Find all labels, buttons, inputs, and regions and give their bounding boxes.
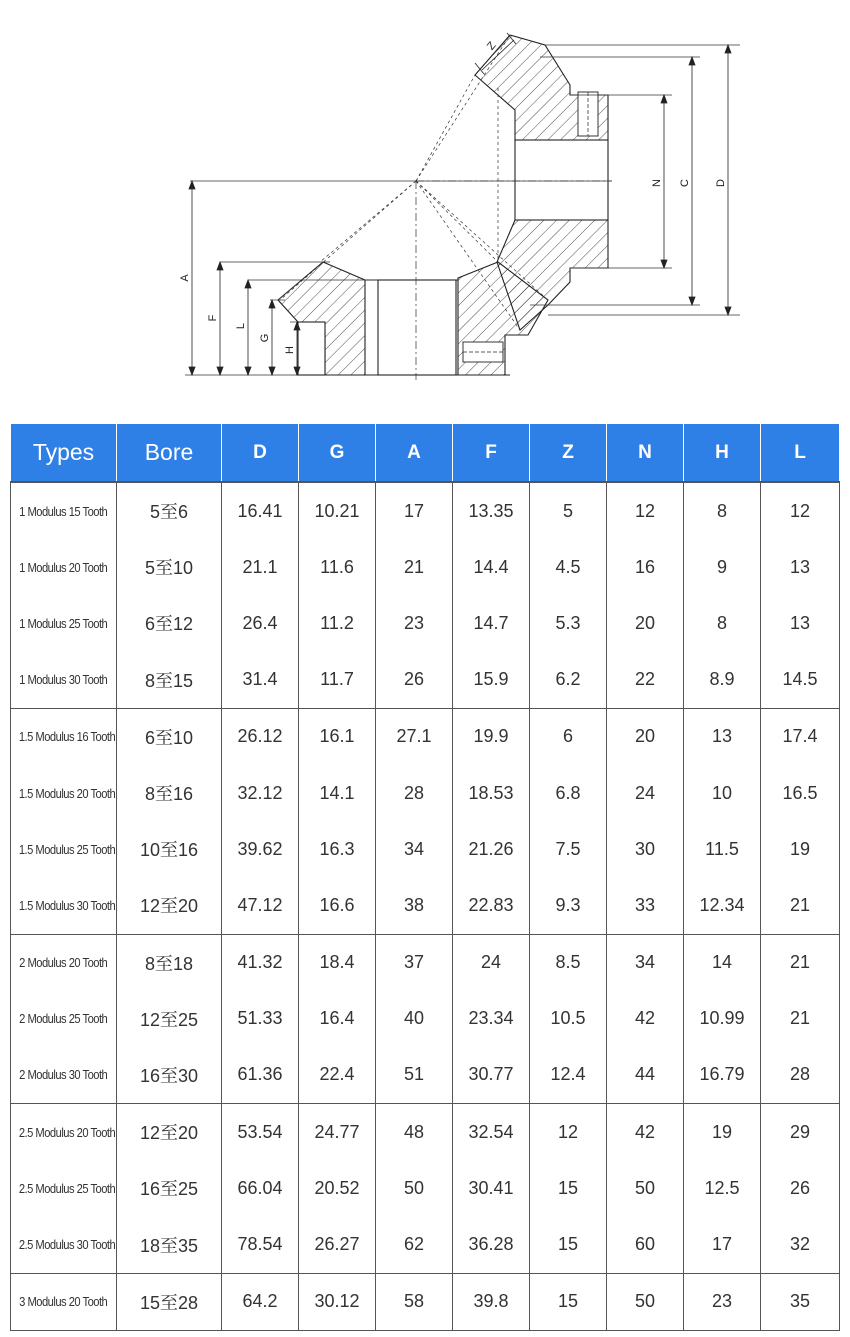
cell-n: 20 <box>607 595 684 651</box>
cell-a: 21 <box>376 539 453 595</box>
cell-d: 39.62 <box>222 821 299 877</box>
cell-f: 39.8 <box>453 1273 530 1330</box>
cell-h: 17 <box>684 1216 761 1273</box>
cell-type <box>11 877 117 934</box>
cell-n: 34 <box>607 934 684 991</box>
cell-h: 19 <box>684 1104 761 1161</box>
cell-h: 8 <box>684 482 761 539</box>
cell-h: 8 <box>684 595 761 651</box>
cell-n: 12 <box>607 482 684 539</box>
cell-g: 10.21 <box>299 482 376 539</box>
cell-h: 12.5 <box>684 1160 761 1216</box>
cell-l: 21 <box>761 991 840 1047</box>
cell-d: 16.41 <box>222 482 299 539</box>
cell-h: 10.99 <box>684 991 761 1047</box>
cell-l: 35 <box>761 1273 840 1330</box>
table-row <box>11 482 840 539</box>
cell-l: 19 <box>761 821 840 877</box>
cell-type <box>11 1160 117 1216</box>
cell-type <box>11 1216 117 1273</box>
type-label: 1 Modulus 30 Tooth <box>19 672 108 688</box>
cell-d: 21.1 <box>222 539 299 595</box>
cell-n: 44 <box>607 1047 684 1104</box>
type-label: 1.5 Modulus 16 Tooth <box>18 729 116 745</box>
cell-bore: 16至30 <box>117 1047 222 1104</box>
cell-bore: 5至6 <box>117 482 222 539</box>
cell-a: 40 <box>376 991 453 1047</box>
cell-h: 8.9 <box>684 652 761 709</box>
header-g: G <box>299 424 376 483</box>
cell-g: 11.2 <box>299 595 376 651</box>
cell-a: 58 <box>376 1273 453 1330</box>
cell-n: 60 <box>607 1216 684 1273</box>
cell-d: 78.54 <box>222 1216 299 1273</box>
cell-bore: 18至35 <box>117 1216 222 1273</box>
cell-type <box>11 991 117 1047</box>
cell-f: 18.53 <box>453 765 530 821</box>
cell-type <box>11 595 117 651</box>
cell-h: 23 <box>684 1273 761 1330</box>
cell-g: 11.7 <box>299 652 376 709</box>
cell-l: 26 <box>761 1160 840 1216</box>
cell-f: 22.83 <box>453 877 530 934</box>
dim-label-h: H <box>284 346 296 354</box>
cell-z: 4.5 <box>530 539 607 595</box>
table-row <box>11 1047 840 1104</box>
header-types: Types <box>11 424 117 483</box>
cell-f: 13.35 <box>453 482 530 539</box>
cell-l: 17.4 <box>761 708 840 765</box>
cell-h: 13 <box>684 708 761 765</box>
cell-bore: 8至16 <box>117 765 222 821</box>
cell-z: 15 <box>530 1273 607 1330</box>
table-row <box>11 1104 840 1161</box>
type-label: 2.5 Modulus 20 Tooth <box>18 1124 116 1140</box>
header-f: F <box>453 424 530 483</box>
table-row <box>11 1273 840 1330</box>
cell-bore: 16至25 <box>117 1160 222 1216</box>
type-label: 2 Modulus 25 Tooth <box>19 1011 108 1027</box>
cell-d: 53.54 <box>222 1104 299 1161</box>
header-d: D <box>222 424 299 483</box>
dim-label-g: G <box>259 333 271 343</box>
type-label: 2 Modulus 30 Tooth <box>19 1067 108 1083</box>
table-body <box>11 482 840 1330</box>
cell-n: 16 <box>607 539 684 595</box>
table-row <box>11 765 840 821</box>
dim-label-n: N <box>651 179 663 187</box>
cell-f: 19.9 <box>453 708 530 765</box>
type-label: 1.5 Modulus 30 Tooth <box>18 897 116 913</box>
table-row <box>11 708 840 765</box>
type-label: 1.5 Modulus 20 Tooth <box>18 785 116 801</box>
cell-g: 20.52 <box>299 1160 376 1216</box>
dim-label-a: A <box>179 274 191 282</box>
type-label: 2 Modulus 20 Tooth <box>19 955 108 971</box>
cell-l: 28 <box>761 1047 840 1104</box>
header-l: L <box>761 424 840 483</box>
cell-d: 31.4 <box>222 652 299 709</box>
cell-d: 41.32 <box>222 934 299 991</box>
cell-l: 29 <box>761 1104 840 1161</box>
cell-bore: 6至10 <box>117 708 222 765</box>
type-label: 1 Modulus 20 Tooth <box>19 559 108 575</box>
cell-z: 6.2 <box>530 652 607 709</box>
cell-bore: 5至10 <box>117 539 222 595</box>
header-bore: Bore <box>117 424 222 483</box>
cell-d: 47.12 <box>222 877 299 934</box>
cell-z: 6.8 <box>530 765 607 821</box>
header-n: N <box>607 424 684 483</box>
cell-n: 24 <box>607 765 684 821</box>
table-row <box>11 652 840 709</box>
cell-z: 12.4 <box>530 1047 607 1104</box>
dim-label-d: D <box>715 179 727 187</box>
cell-h: 11.5 <box>684 821 761 877</box>
cell-type <box>11 652 117 709</box>
spec-table <box>10 423 840 1331</box>
cell-g: 14.1 <box>299 765 376 821</box>
cell-h: 16.79 <box>684 1047 761 1104</box>
cell-n: 30 <box>607 821 684 877</box>
table-row <box>11 991 840 1047</box>
cell-l: 14.5 <box>761 652 840 709</box>
cell-n: 33 <box>607 877 684 934</box>
cell-type <box>11 934 117 991</box>
bevel-gear-drawing <box>150 20 750 390</box>
table-row <box>11 877 840 934</box>
cell-z: 12 <box>530 1104 607 1161</box>
cell-h: 10 <box>684 765 761 821</box>
cell-type <box>11 821 117 877</box>
cell-a: 23 <box>376 595 453 651</box>
cell-n: 50 <box>607 1160 684 1216</box>
cell-type <box>11 1104 117 1161</box>
table-header-row <box>11 424 840 483</box>
cell-z: 9.3 <box>530 877 607 934</box>
cell-z: 8.5 <box>530 934 607 991</box>
cell-bore: 6至12 <box>117 595 222 651</box>
cell-d: 26.12 <box>222 708 299 765</box>
cell-bore: 8至18 <box>117 934 222 991</box>
cell-f: 14.4 <box>453 539 530 595</box>
cell-d: 32.12 <box>222 765 299 821</box>
cell-l: 12 <box>761 482 840 539</box>
cell-f: 30.77 <box>453 1047 530 1104</box>
cell-type <box>11 1047 117 1104</box>
table-row <box>11 539 840 595</box>
cell-n: 22 <box>607 652 684 709</box>
cell-z: 10.5 <box>530 991 607 1047</box>
cell-bore: 10至16 <box>117 821 222 877</box>
cell-z: 6 <box>530 708 607 765</box>
table-row <box>11 934 840 991</box>
dim-label-l: L <box>235 322 247 330</box>
table-row <box>11 595 840 651</box>
cell-type <box>11 1273 117 1330</box>
dim-label-z: Z <box>484 39 499 53</box>
type-label: 2.5 Modulus 30 Tooth <box>18 1237 116 1253</box>
type-label: 1 Modulus 15 Tooth <box>19 503 108 519</box>
cell-a: 17 <box>376 482 453 539</box>
cell-bore: 15至28 <box>117 1273 222 1330</box>
cell-bore: 12至25 <box>117 991 222 1047</box>
cell-d: 26.4 <box>222 595 299 651</box>
type-label: 2.5 Modulus 25 Tooth <box>18 1180 116 1196</box>
cell-type <box>11 539 117 595</box>
cell-a: 27.1 <box>376 708 453 765</box>
cell-bore: 12至20 <box>117 1104 222 1161</box>
cell-d: 66.04 <box>222 1160 299 1216</box>
cell-bore: 12至20 <box>117 877 222 934</box>
cell-f: 14.7 <box>453 595 530 651</box>
cell-f: 23.34 <box>453 991 530 1047</box>
cell-a: 50 <box>376 1160 453 1216</box>
cell-z: 15 <box>530 1160 607 1216</box>
cell-a: 28 <box>376 765 453 821</box>
cell-d: 61.36 <box>222 1047 299 1104</box>
cell-f: 24 <box>453 934 530 991</box>
cell-g: 30.12 <box>299 1273 376 1330</box>
table-row <box>11 1160 840 1216</box>
cell-a: 51 <box>376 1047 453 1104</box>
cell-z: 7.5 <box>530 821 607 877</box>
cell-h: 12.34 <box>684 877 761 934</box>
header-h: H <box>684 424 761 483</box>
cell-z: 15 <box>530 1216 607 1273</box>
cell-g: 16.3 <box>299 821 376 877</box>
cell-n: 42 <box>607 1104 684 1161</box>
cell-f: 36.28 <box>453 1216 530 1273</box>
cell-z: 5 <box>530 482 607 539</box>
cell-a: 62 <box>376 1216 453 1273</box>
cell-a: 38 <box>376 877 453 934</box>
table-row <box>11 1216 840 1273</box>
cell-a: 48 <box>376 1104 453 1161</box>
type-label: 1.5 Modulus 25 Tooth <box>18 841 116 857</box>
type-label: 1 Modulus 25 Tooth <box>19 615 108 631</box>
cell-g: 22.4 <box>299 1047 376 1104</box>
cell-l: 16.5 <box>761 765 840 821</box>
cell-a: 37 <box>376 934 453 991</box>
cell-n: 50 <box>607 1273 684 1330</box>
cell-f: 30.41 <box>453 1160 530 1216</box>
cell-type <box>11 708 117 765</box>
cell-g: 16.1 <box>299 708 376 765</box>
cell-bore: 8至15 <box>117 652 222 709</box>
cell-d: 51.33 <box>222 991 299 1047</box>
cell-h: 14 <box>684 934 761 991</box>
table-row <box>11 821 840 877</box>
cell-type <box>11 482 117 539</box>
cell-d: 64.2 <box>222 1273 299 1330</box>
cell-f: 21.26 <box>453 821 530 877</box>
cell-l: 32 <box>761 1216 840 1273</box>
cell-type <box>11 765 117 821</box>
cell-l: 13 <box>761 539 840 595</box>
type-label: 3 Modulus 20 Tooth <box>19 1294 108 1310</box>
cell-f: 15.9 <box>453 652 530 709</box>
cell-g: 26.27 <box>299 1216 376 1273</box>
cell-g: 16.6 <box>299 877 376 934</box>
dim-label-c: C <box>679 179 691 187</box>
cell-z: 5.3 <box>530 595 607 651</box>
cell-n: 20 <box>607 708 684 765</box>
cell-g: 18.4 <box>299 934 376 991</box>
cell-f: 32.54 <box>453 1104 530 1161</box>
cell-g: 11.6 <box>299 539 376 595</box>
cell-a: 34 <box>376 821 453 877</box>
cell-a: 26 <box>376 652 453 709</box>
cell-n: 42 <box>607 991 684 1047</box>
dim-label-f: F <box>207 314 219 322</box>
header-a: A <box>376 424 453 483</box>
cell-g: 24.77 <box>299 1104 376 1161</box>
cell-h: 9 <box>684 539 761 595</box>
cell-l: 21 <box>761 877 840 934</box>
cell-g: 16.4 <box>299 991 376 1047</box>
header-z: Z <box>530 424 607 483</box>
cell-l: 13 <box>761 595 840 651</box>
cell-l: 21 <box>761 934 840 991</box>
